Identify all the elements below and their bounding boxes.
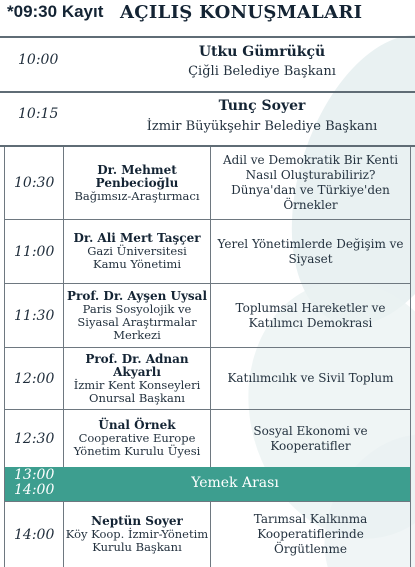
speaker-affiliation: Cooperative Europe <box>78 431 196 445</box>
topic-line: Kooperatifler <box>270 438 351 453</box>
opening-speech-1 <box>0 40 415 90</box>
lunch-break-row <box>5 467 410 501</box>
speaker-name: Utku Gümrükçü <box>198 44 326 60</box>
speaker-affiliation: Bağımsız-Araştırmacı <box>74 188 200 203</box>
session-time: 11:30 <box>14 307 55 324</box>
session-speaker <box>64 348 210 409</box>
speaker-name: Ünal Örnek <box>98 418 176 432</box>
lunch-end: 14:00 <box>14 482 55 498</box>
time-label: 10:15 <box>18 106 59 122</box>
header <box>0 0 415 34</box>
session-topic <box>211 147 410 219</box>
topic-line: Örgütlenme <box>274 542 347 556</box>
time-label: 10:00 <box>18 52 59 68</box>
topic-line: Örnekler <box>283 198 338 212</box>
lunch-time <box>14 468 54 498</box>
speaker-affiliation: Merkezi <box>113 327 161 342</box>
topic-line: Adil ve Demokratik Bir Kenti <box>222 153 399 167</box>
session-time: 14:00 <box>14 526 55 543</box>
lunch-label: Yemek Arası <box>191 475 279 491</box>
session-speaker <box>64 220 210 283</box>
session-topic <box>211 348 410 409</box>
session-speaker <box>64 410 210 467</box>
topic-line: Kooperatiflerinde <box>257 527 364 541</box>
topic-line: Katılımcılık ve Sivil Toplum <box>227 371 394 385</box>
speaker-affiliation: Gazi Üniversitesi <box>87 244 187 258</box>
speaker-affiliation: İzmir Kent Konseyleri <box>73 377 201 392</box>
session-time: 11:00 <box>14 243 55 260</box>
session-topic <box>211 220 410 283</box>
speaker-affiliation: Köy Koop. İzmir-Yönetim <box>65 527 209 541</box>
session-time: 12:30 <box>14 430 55 447</box>
divider <box>0 36 415 38</box>
speaker-role: İzmir Büyükşehir Belediye Başkanı <box>146 119 378 134</box>
topic-line: Tarımsal Kalkınma <box>253 512 368 526</box>
speaker-name: Akyarlı <box>113 364 161 379</box>
session-time: 10:30 <box>14 175 55 191</box>
topic-line: Sosyal Ekonomi ve <box>253 423 368 438</box>
topic-line: Yerel Yönetimlerde Değişim ve <box>217 236 404 251</box>
speaker-name: Tunç Soyer <box>218 98 306 114</box>
opening-speech-2 <box>0 94 415 144</box>
program-table <box>4 147 411 567</box>
speaker-affiliation: Kurulu Başkanı <box>92 540 182 554</box>
session-time: 12:00 <box>14 370 55 387</box>
speaker-affiliation: Siyasal Araştırmalar <box>77 314 197 329</box>
topic-line: Nasıl Oluşturabiliriz? <box>245 168 376 182</box>
registration-time: *09:30 Kayıt <box>7 2 104 21</box>
speaker-name: Neptün Soyer <box>91 514 183 528</box>
speaker-name: Penbecioğlu <box>95 175 179 190</box>
speaker-affiliation: Onursal Başkanı <box>89 390 185 405</box>
session-speaker <box>64 502 210 567</box>
session-topic <box>211 410 410 467</box>
speaker-role: Çiğli Belediye Başkanı <box>188 64 336 79</box>
speaker-name: Prof. Dr. Adnan <box>85 351 189 366</box>
speaker-name: Prof. Dr. Ayşen Uysal <box>66 288 208 303</box>
speaker-affiliation: Kamu Yönetimi <box>92 257 182 271</box>
session-speaker <box>64 147 210 219</box>
speaker-affiliation: Paris Sosyolojik ve <box>82 301 192 316</box>
session-speaker <box>64 284 210 347</box>
speaker-name: Dr. Mehmet <box>97 162 177 177</box>
session-topic <box>211 502 410 567</box>
topic-line: Toplumsal Hareketler ve <box>235 300 386 315</box>
topic-line: Dünya'dan ve Türkiye'den <box>231 183 390 197</box>
speaker-name: Dr. Ali Mert Taşçer <box>73 231 201 245</box>
page-title: AÇILIŞ KONUŞMALARI <box>120 2 363 23</box>
divider <box>0 91 415 93</box>
session-topic <box>211 284 410 347</box>
topic-line: Katılımcı Demokrasi <box>248 315 373 330</box>
lunch-start: 13:00 <box>14 467 55 483</box>
speaker-affiliation: Yönetim Kurulu Üyesi <box>73 444 201 458</box>
topic-line: Siyaset <box>288 251 333 266</box>
